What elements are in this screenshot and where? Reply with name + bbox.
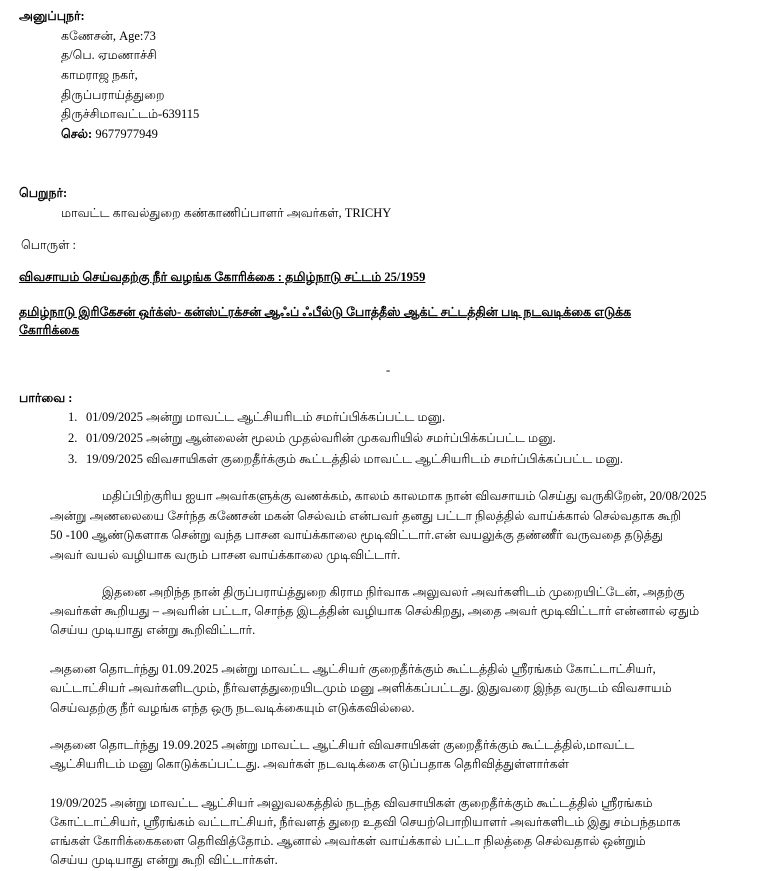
- paragraph-1-line-2: அன்று அணலையை சேர்ந்த கணேசன் மகன் செல்வம் என்பவர் தனது பட்டா நிலத்தில் வாய்க்கால் செல்வதாக கூறி: [50, 509, 682, 523]
- recipient-heading: பெறுநர்:: [19, 186, 68, 200]
- paragraph-2-line-3: செய்ய முடியாது என்று கூறிவிட்டார்.: [50, 623, 256, 637]
- paragraph-4-line-1: அதனை தொடர்ந்து 19.09.2025 அன்று மாவட்ட ஆட்சியர் விவசாயிகள் குறைதீர்க்கும் கூட்டத்தில்,மாவட்ட: [50, 738, 635, 752]
- references-label: பார்வை :: [19, 391, 73, 405]
- paragraph-5-line-2: கோட்டாட்சியர், ஸ்ரீரங்கம் வட்டாட்சியர், நீர்வளத் துறை உதவி செயற்பொறியாளர் அவர்களிடம் இது சம்பந்தமாக: [50, 815, 681, 829]
- sender-street: காமராஜ நகர்,: [61, 68, 138, 82]
- reference-item: [68, 451, 623, 472]
- reference-text: 01/09/2025 அன்று ஆன்லைன் மூலம் முதல்வரின் முகவரியில் சமர்ப்பிக்கப்பட்ட மனு.: [86, 431, 556, 445]
- paragraph-5-line-3: எங்கள் கோரிக்கைகளை தெரிவித்தோம். ஆனால் அவர்கள் வாய்க்கால் பட்டா நிலத்தை செல்வதால் ஒன்றும்: [50, 834, 646, 848]
- sender-phone-line: [61, 126, 158, 142]
- paragraph-5-line-4: செய்ய முடியாது என்று கூறி விட்டார்கள்.: [50, 853, 278, 867]
- reference-text: 19/09/2025 விவசாயிகள் குறைதீர்க்கும் கூட்டத்தில் மாவட்ட ஆட்சியரிடம் சமர்ப்பிக்கப்பட்ட மனு.: [86, 452, 623, 466]
- subject-line-1: விவசாயம் செய்வதற்கு நீர் வழங்க கோரிக்கை : தமிழ்நாடு சட்டம் 25/1959: [19, 270, 426, 284]
- reference-item: [68, 430, 623, 451]
- paragraph-1-line-1: மதிப்பிற்குரிய ஐயா அவர்களுக்கு வணக்கம், காலம் காலமாக நான் விவசாயம் செய்து வருகிறேன், 20/08/2025: [102, 489, 707, 503]
- subject-dash: -: [386, 363, 391, 377]
- reference-number: 1.: [68, 410, 78, 424]
- recipient-name: மாவட்ட காவல்துறை கண்காணிப்பாளர் அவர்கள், TRICHY: [61, 206, 392, 220]
- sender-town: திருப்பராய்த்துறை: [61, 88, 165, 102]
- paragraph-1-line-4: அவர் வயல் வழியாக வரும் பாசன வாய்க்காலை முடிவிட்டார்.: [50, 548, 401, 562]
- sender-name: கணேசன், Age:73: [61, 29, 156, 43]
- sender-district: திருச்சிமாவட்டம்-639115: [61, 107, 200, 121]
- reference-text: 01/09/2025 அன்று மாவட்ட ஆட்சியரிடம் சமர்ப்பிக்கப்பட்ட மனு.: [86, 410, 446, 424]
- paragraph-2-line-2: அவர்கள் கூறியது – அவரின் பட்டா, சொந்த இடத்தின் வழியாக செல்கிறது, அதை அவர் மூடிவிட்டார் என்னால் ஏதும்: [50, 604, 700, 618]
- sender-phone: 9677977949: [95, 127, 158, 141]
- reference-number: 3.: [68, 452, 78, 466]
- paragraph-3-line-2: வட்டாட்சியர் அவர்களிடமும், நீர்வளத்துறையிடமும் மனு அளிக்கப்பட்டது. இதுவரை இந்த வருடம் விவசாயம்: [50, 681, 672, 695]
- sender-relation: த/பெ. ஏமணாச்சி: [61, 48, 157, 62]
- paragraph-4-line-2: ஆட்சியரிடம் மனு கொடுக்கப்பட்டது. அவர்கள் நடவடிக்கை எடுப்பதாக தெரிவித்துள்ளார்கள்: [50, 757, 569, 771]
- sender-phone-label: செல்:: [61, 127, 93, 141]
- subject-line-2a: தமிழ்நாடு இரிகேசன் ஒர்க்ஸ்- கன்ஸ்ட்ரக்சன் ஆஃப் ஃபீல்டு போத்தீஸ் ஆக்ட் சட்டத்தின் படி நடவடிக்கை எடுக்க: [19, 305, 632, 319]
- sender-heading: அனுப்புநர்:: [19, 9, 85, 23]
- paragraph-2-line-1: இதனை அறிந்த நான் திருப்பராய்த்துறை கிராம நிர்வாக அலுவலர் அவர்களிடம் முறையிட்டேன், அதற்கு: [102, 585, 685, 599]
- paragraph-5-line-1: 19/09/2025 அன்று மாவட்ட ஆட்சியர் அலுவலகத்தில் நடந்த விவசாயிகள் குறைதீர்க்கும் கூட்டத்தில் ஸ்ரீரங்கம்: [50, 796, 653, 810]
- paragraph-1-line-3: 50 -100 ஆண்டுகளாக சென்று வந்த பாசன வாய்க்காலை மூடிவிட்டார்.என் வயலுக்கு தண்ணீர் வருவதை தடுத்து: [50, 528, 663, 542]
- reference-item: [68, 409, 623, 430]
- subject-label: பொருள் :: [21, 238, 77, 252]
- paragraph-3-line-1: அதனை தொடர்ந்து 01.09.2025 அன்று மாவட்ட ஆட்சியர் குறைதீர்க்கும் கூட்டத்தில் ஸ்ரீரங்கம் கோட்டாட்சியர்,: [50, 662, 656, 676]
- subject-line-2b: கோரிக்கை: [19, 323, 80, 337]
- paragraph-3-line-3: செய்வதற்கு நீர் வழங்க எந்த ஒரு நடவடிக்கையும் எடுக்கவில்லை.: [50, 701, 415, 715]
- references-list: [68, 409, 623, 472]
- reference-number: 2.: [68, 431, 78, 445]
